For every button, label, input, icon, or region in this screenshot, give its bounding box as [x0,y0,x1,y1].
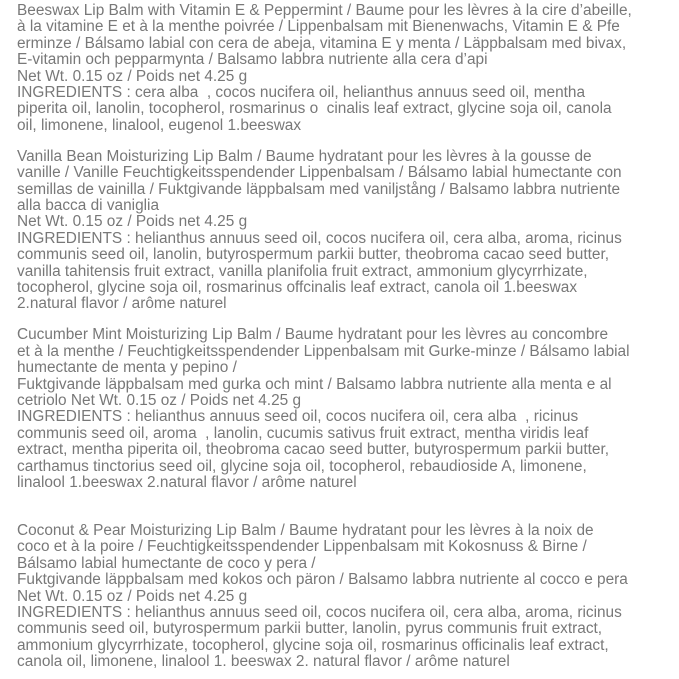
ingredients-line: communis seed oil, butyrospermum parkii butter, lanolin, pyrus communis fruit extract, [17,620,603,638]
label-line: Cucumber Mint Moisturizing Lip Balm / Baume hydratant pour les lèvres au concombre [17,326,609,344]
label-line: Coconut & Pear Moisturizing Lip Balm / Baume hydratant pour les lèvres à la noix de [17,521,594,539]
label-line: coco et à la poire / Feuchtigkeitsspendender Lippenbalsam mit Kokosnuss & Birne / [17,538,587,556]
ingredients-line: ammonium glycyrrhizate, tocopherol, glycine soja oil, rosmarinus officinalis leaf extract, [17,636,609,654]
ingredients-line: 2.natural flavor / arôme naturel [17,295,227,313]
ingredients-line: canola oil, limonene, linalool 1. beeswax 2. natural flavor / arôme naturel [17,653,510,671]
label-line: Bálsamo labial humectante de coco y pera / [17,554,316,572]
ingredients-line: INGREDIENTS : cera alba , cocos nucifera oil, helianthus annuus seed oil, mentha [17,84,586,102]
label-line: E-vitamin och pepparmynta / Balsamo labbra nutriente alla cera d’api [17,51,488,69]
label-line: vanille / Vanille Feuchtigkeitsspendender Lippenbalsam / Bálsamo labial humectante con [17,164,622,182]
label-line: Beeswax Lip Balm with Vitamin E & Peppermint / Baume pour les lèvres à la cire d’abeille, [17,2,632,19]
net-weight-line: Net Wt. 0.15 oz / Poids net 4.25 g [17,587,248,605]
ingredients-line: extract, mentha piperita oil, theobroma cacao seed butter, butyrospermum parkii butter, [17,441,609,459]
net-weight-line: Net Wt. 0.15 oz / Poids net 4.25 g [17,213,248,231]
label-line: Fuktgivande läppbalsam med kokos och päron / Balsamo labbra nutriente al cocco e pera [17,571,628,589]
label-line: erminze / Bálsamo labial con cera de abeja, vitamina E y menta / Läppbalsam med bivax, [17,34,627,52]
label-line: Fuktgivande läppbalsam med gurka och mint / Balsamo labbra nutriente alla menta e al [17,375,612,393]
ingredients-line: communis seed oil, aroma , lanolin, cucumis sativus fruit extract, mentha viridis leaf [17,424,589,442]
product-label-vanilla-bean [17,149,675,313]
product-label-coconut-pear [17,523,675,671]
ingredients-line: INGREDIENTS : helianthus annuus seed oil, cocos nucifera oil, cera alba , ricinus [17,408,579,426]
ingredients-line: linalool 1.beeswax 2.natural flavor / arôme naturel [17,473,357,491]
ingredients-line: oil, limonene, linalool, eugenol 1.beeswax [17,116,302,134]
ingredients-line: communis seed oil, lanolin, butyrospermum parkii butter, theobroma cacao seed butter, [17,246,609,264]
label-line: humectante de menta y pepino / [17,359,237,377]
ingredients-line: tocopherol, glycine soja oil, rosmarinus offcinalis leaf extract, canola oil 1.beeswax [17,279,578,296]
ingredients-line: INGREDIENTS : helianthus annuus seed oil, cocos nucifera oil, cera alba, aroma, ricinus [17,229,622,247]
label-line: et à la menthe / Feuchtigkeitsspendender Lippenbalsam mit Gurke-minze / Bálsamo labial [17,342,630,360]
label-line: à la vitamine E et à la menthe poivrée / Lippenbalsam mit Bienenwachs, Vitamin E & Pfe [17,18,620,36]
product-label-beeswax-peppermint [17,3,675,134]
net-weight-line: cetriolo Net Wt. 0.15 oz / Poids net 4.25 g [17,391,302,409]
product-label-cucumber-mint [17,327,675,491]
ingredients-line: vanilla tahitensis fruit extract, vanilla planifolia fruit extract, ammonium glycyrrhizate, [17,262,588,280]
ingredients-line: piperita oil, lanolin, tocopherol, rosmarinus o cinalis leaf extract, glycine soja oil, canola [17,100,612,118]
ingredients-line: carthamus tinctorius seed oil, glycine soja oil, tocopherol, rebaudioside A, limonene, [17,457,587,475]
net-weight-line: Net Wt. 0.15 oz / Poids net 4.25 g [17,67,248,85]
label-line: semillas de vainilla / Fuktgivande läppbalsam med vaniljstång / Balsamo labbra nutriente [17,180,621,198]
label-line: Vanilla Bean Moisturizing Lip Balm / Baume hydratant pour les lèvres à la gousse de [17,147,592,165]
ingredients-line: INGREDIENTS : helianthus annuus seed oil, cocos nucifera oil, cera alba, aroma, ricinus [17,603,622,621]
label-line: alla bacca di vaniglia [17,196,160,214]
